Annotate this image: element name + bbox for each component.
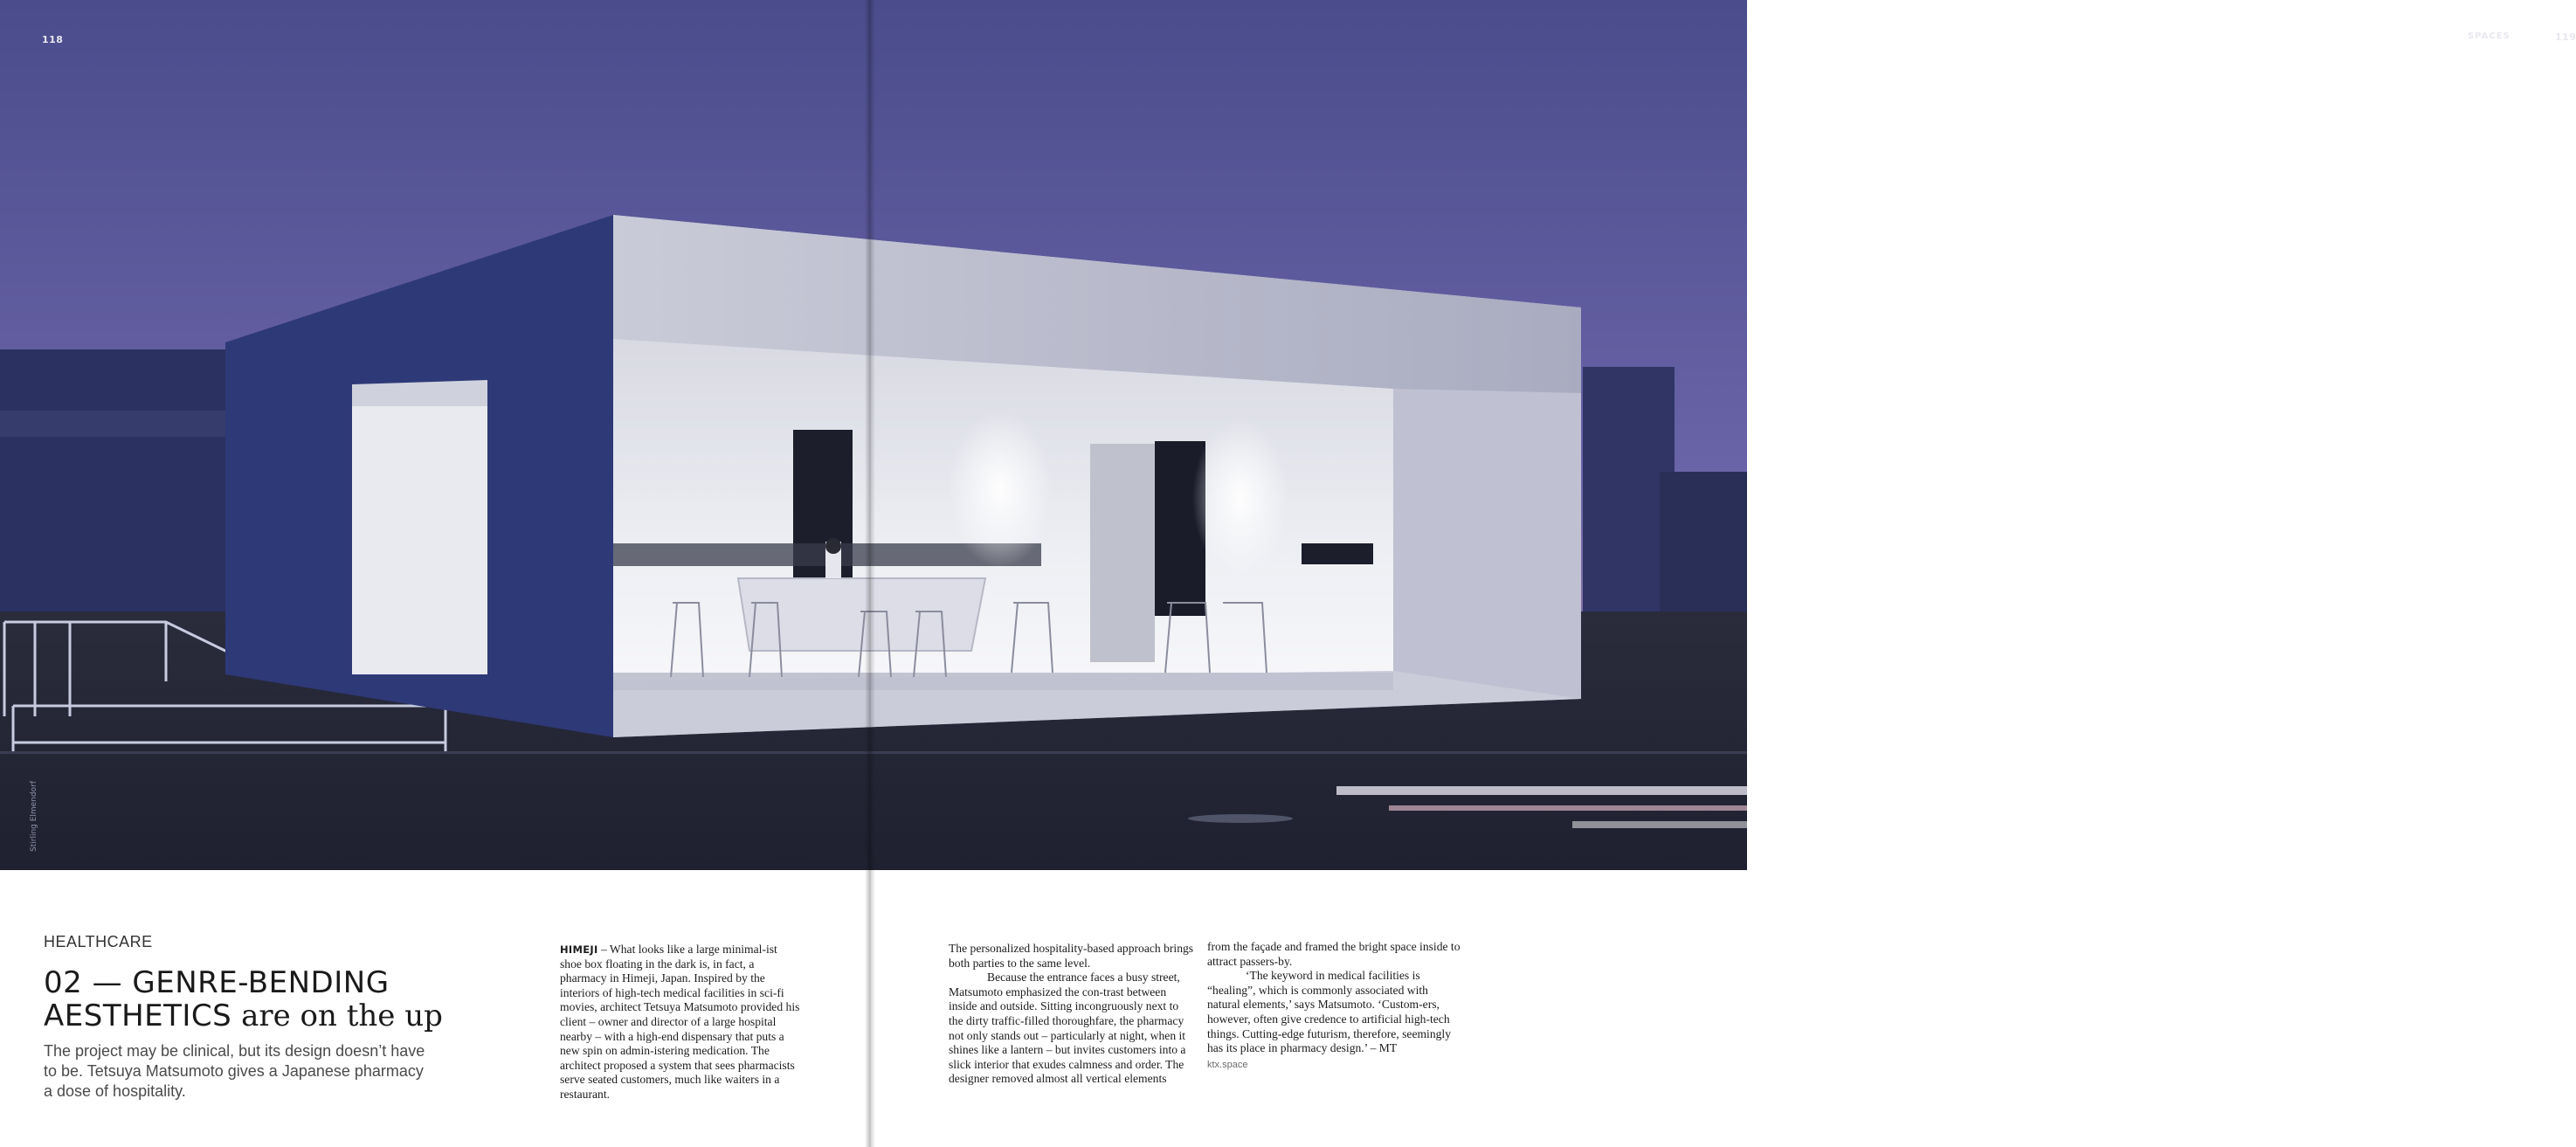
page-number-right: 119 [2555,31,2576,43]
running-head: SPACES [2468,31,2510,41]
source-link[interactable]: ktx.space [1207,1059,1248,1070]
section-category: HEALTHCARE [44,933,153,950]
dateline: HIMEJI [560,943,598,956]
headline-rest: are on the up [241,998,443,1033]
article-deck: The project may be clinical, but its design doesn’t have to be. Tetsuya Matsumoto gives a Japanese pharmacy a dose of hospitality. [44,1042,425,1100]
col2-paragraph-1: The personalized hospitality-based approach brings both parties to the same level. [949,942,1194,970]
body-column-1 [560,943,801,1102]
col3-paragraph-2: ‘The keyword in medical facilities is “healing”, which is commonly associated with natural elements,’ says Matsumoto. ‘Custom-ers, however, often give credence to artificial high-tech things. Cutting-edge futurism, therefore, seemingly has its place in pharmacy design.’ – MT [1207,969,1451,1055]
col2-paragraph-2: Because the entrance faces a busy street, Matsumoto emphasized the con-trast between inside and outside. Sitting incongruously next to the dirty traffic-filled thoroughfare, the pharmacy not only stands out – particularly at night, when it shines like a lantern – but invites customers into a slick interior that exudes calmness and order. The designer removed almost all vertical elements [949,971,1186,1086]
page-number-left: 118 [42,34,64,45]
col3-paragraph-1: from the façade and framed the bright space inside to attract passers-by. [1207,940,1461,968]
body-column-2 [949,942,1195,1087]
headline-caps: 02 — GENRE-BENDING AESTHETICS [44,965,390,1033]
body-column-3 [1207,940,1461,1072]
col1-text: – What looks like a large minimal-ist shoe box floating in the dark is, in fact, a pharmacy in Himeji, Japan. Inspired by the interiors of high-tech medical facilities in sci-fi movies, architect Tetsuya Matsumoto provided his client – owner and director of a large hospital nearby – with a high-end dispensary that puts a new spin on admin-istering medication. The architect proposed a system that sees pharmacists serve seated customers, much like waiters in a restaurant. [560,943,800,1101]
left-page [0,0,868,1147]
photo-credit: Stirling Elmendorf [30,780,38,852]
article-headline [44,966,445,1033]
